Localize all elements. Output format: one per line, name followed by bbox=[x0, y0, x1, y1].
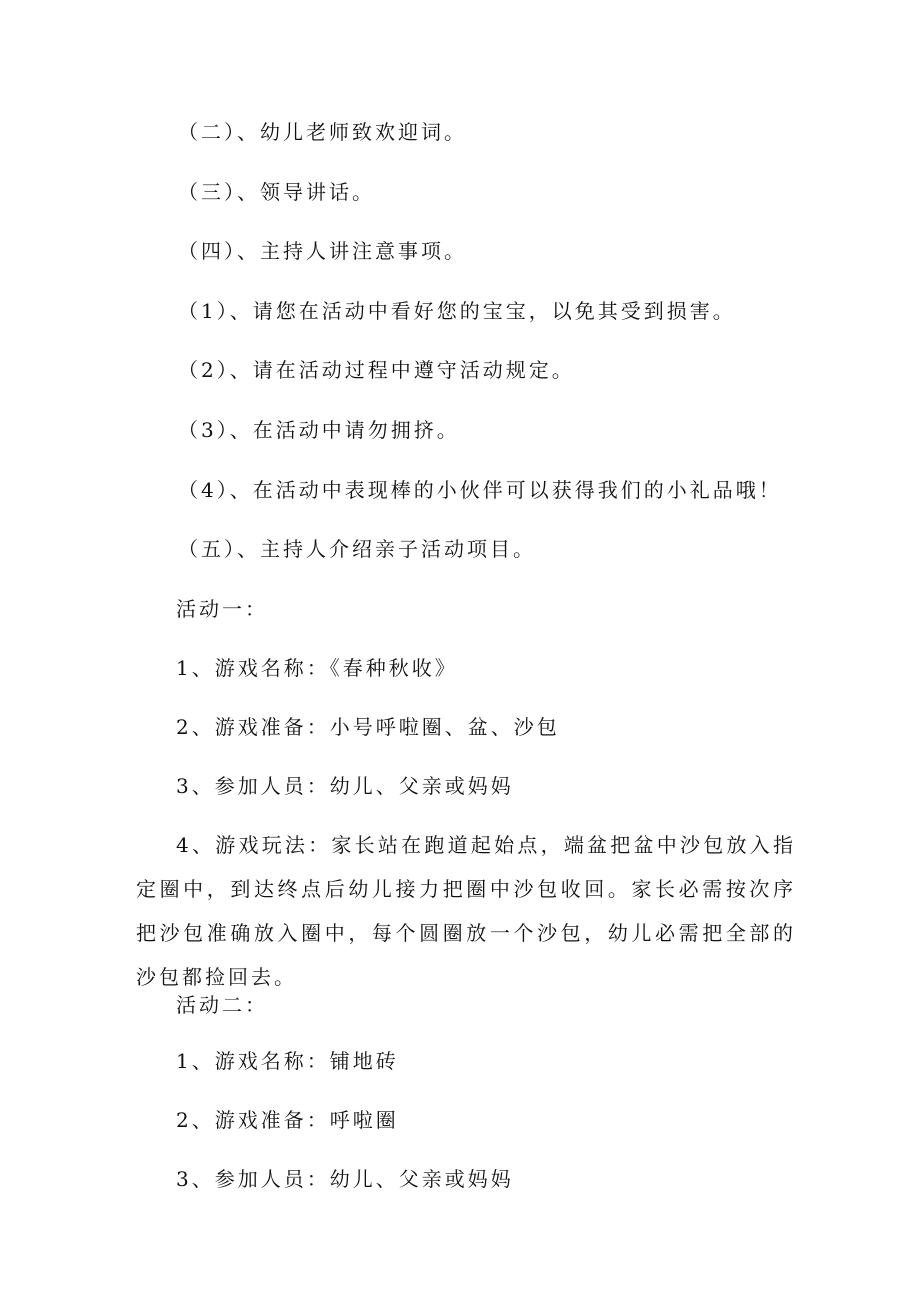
activity-one-heading: 活动一： bbox=[176, 597, 268, 621]
item-host-notes: （四）、主持人讲注意事项。 bbox=[178, 239, 467, 263]
note-follow-rules: （2）、请在活动过程中遵守活动规定。 bbox=[178, 358, 575, 382]
activity-one-participants: 3、参加人员：幼儿、父亲或妈妈 bbox=[176, 774, 514, 798]
activity-one-game-name: 1、游戏名称：《春种秋收》 bbox=[176, 656, 458, 680]
activity-two-game-name: 1、游戏名称：铺地砖 bbox=[176, 1049, 399, 1073]
note-small-gifts: （4）、在活动中表现棒的小伙伴可以获得我们的小礼品哦！ bbox=[178, 478, 782, 502]
note-no-crowding: （3）、在活动中请勿拥挤。 bbox=[178, 418, 460, 442]
activity-two-preparation: 2、游戏准备：呼啦圈 bbox=[176, 1108, 399, 1132]
item-leader-speech: （三）、领导讲话。 bbox=[178, 180, 375, 204]
activity-two-participants: 3、参加人员：幼儿、父亲或妈妈 bbox=[176, 1167, 514, 1191]
note-watch-baby: （1）、请您在活动中看好您的宝宝，以免其受到损害。 bbox=[178, 299, 736, 323]
item-welcome-speech: （二）、幼儿老师致欢迎词。 bbox=[178, 120, 467, 144]
activity-one-rules-paragraph: 4、游戏玩法：家长站在跑道起始点，端盆把盆中沙包放入指定圈中，到达终点后幼儿接力把圈中沙包收回。家长必需按次序把沙包准确放入圈中，每个圆圈放一个沙包，幼儿必需把全部的沙包都捡回去。 bbox=[136, 833, 796, 989]
activity-two-heading: 活动二： bbox=[176, 993, 268, 1017]
activity-one-preparation: 2、游戏准备：小号呼啦圈、盆、沙包 bbox=[176, 715, 560, 739]
item-introduce-activities: （五）、主持人介绍亲子活动项目。 bbox=[178, 537, 536, 561]
